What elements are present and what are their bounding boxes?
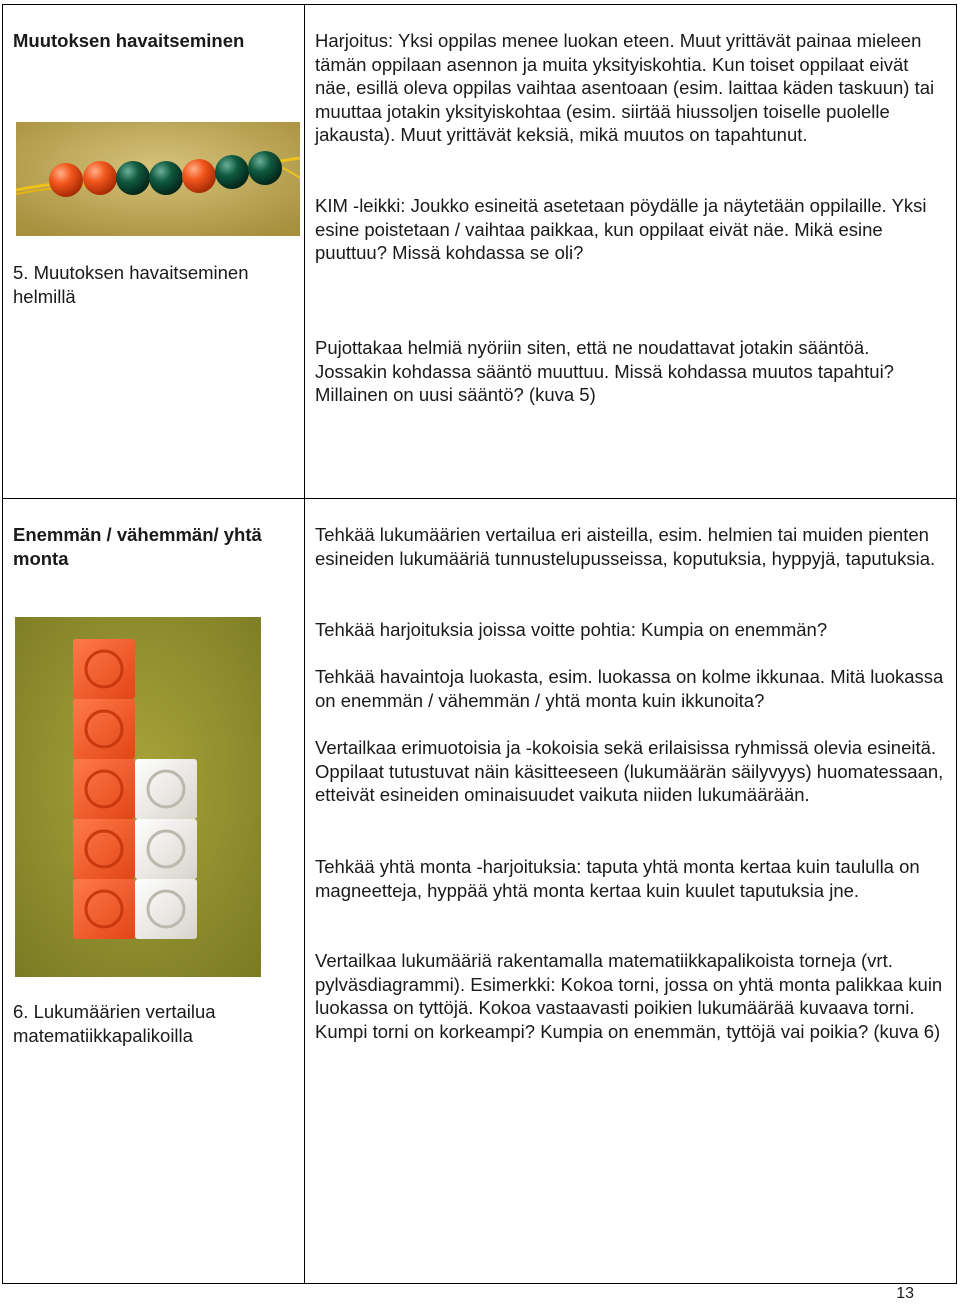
bead-green [248,151,282,185]
bead-orange [83,161,117,195]
bead-green [116,161,150,195]
orange-cube-tower [73,639,135,939]
caption-line: helmillä [13,285,76,307]
bead-orange [182,159,216,193]
paragraph: Tehkää yhtä monta -harjoituksia: taputa yhtä monta kertaa kuin taululla on magneetteja, hyppää yhtä monta kertaa kuin kuulet taputuksia jne. [315,856,920,901]
paragraph: Vertailkaa lukumääriä rakentamalla matematiikkapalikoista torneja (vrt. pylväsdiagrammi). Esimerkki: Kokoa torni, jossa on yhtä monta palikkaa kuin luokassa on tyttöjä. Kokoa vastaavasti poikien lukumäärää kuvaava torni. Kumpi torni on korkeampi? Kumpia on enemmän, tyttöjä vai poikia? (kuva 6) [315,950,943,1042]
paragraph: Tehkää harjoituksia joissa voitte pohtia: Kumpia on enemmän? [315,619,828,640]
section-heading-enemman: Enemmän / vähemmän/ yhtä monta [13,524,262,569]
bead-green [149,161,183,195]
math-cubes-photo [15,617,261,977]
caption-line: matematiikkapalikoilla [13,1024,193,1046]
column-divider [304,5,305,1283]
bead-green [215,155,249,189]
beads-photo [16,122,300,236]
page-number: 13 [896,1285,914,1302]
section-heading-muutoksen: Muutoksen havaitseminen [13,30,245,51]
image-caption-6 [13,1000,293,1047]
caption-line: 5. Muutoksen havaitseminen [13,262,249,283]
paragraph: Harjoitus: Yksi oppilas menee luokan eteen. Muut yrittävät painaa mieleen tämän oppilaan asennon ja muita yksityiskohtia. Kun toiset oppilaat eivät näe, esillä oleva oppilas vaihtaa asentoaan (esim. laittaa käden taskuun) tai muuttaa jotakin yksityiskohtaa (esim. siirtää hiussoljen toiselle puolelle jakausta). Muut yrittävät keksiä, mikä muutos on tapahtunut. [315,30,935,145]
paragraph: KIM -leikki: Joukko esineitä asetetaan pöydälle ja näytetään oppilaille. Yksi esine poistetaan / vaihtaa paikkaa, kun oppilaat eivät näe. Mikä esine puuttuu? Missä kohdassa se oli? [315,195,927,263]
paragraph: Pujottakaa helmiä nyöriin siten, että ne noudattavat jotakin sääntöä. Jossakin kohdassa sääntö muuttuu. Missä kohdassa muutos tapahtui? Millainen on uusi sääntö? (kuva 5) [315,337,894,405]
paragraph: Tehkää havaintoja luokasta, esim. luokassa on kolme ikkunaa. Mitä luokassa on enemmän / vähemmän / yhtä monta kuin ikkunoita? [315,666,944,711]
image-caption-5 [13,261,293,308]
white-cube-tower [135,759,197,939]
row-divider [3,498,956,499]
bead-orange [49,163,83,197]
paragraph: Tehkää lukumäärien vertailua eri aisteilla, esim. helmien tai muiden pienten esineiden lukumääriä tunnustelupusseissa, koputuksia, hyppyjä, taputuksia. [315,524,936,569]
caption-line: 6. Lukumäärien vertailua [13,1001,216,1022]
paragraph: Vertailkaa erimuotoisia ja -kokoisia sekä erilaisissa ryhmissä olevia esineitä. Oppilaat tutustuvat näin käsitteeseen (lukumäärän säilyvyys) huomatessaan, etteivät esineiden ominaisuudet vaikuta niiden lukumäärään. [315,737,944,805]
